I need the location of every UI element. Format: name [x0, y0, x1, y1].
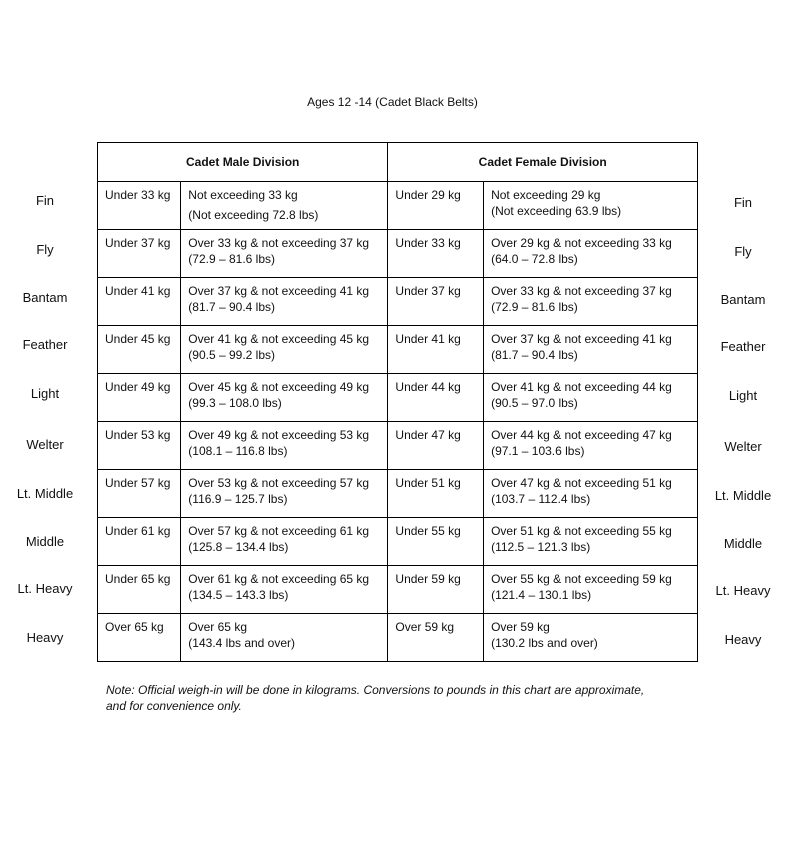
- left-label-lt-heavy: Lt. Heavy: [17, 581, 73, 596]
- right-label-welter: Welter: [724, 439, 762, 454]
- male-range-kg: Over 53 kg & not exceeding 57 kg: [188, 476, 370, 490]
- right-label-bantam: Bantam: [720, 292, 766, 307]
- male-range-kg: Not exceeding 33 kg: [188, 188, 298, 202]
- table-row: [98, 326, 698, 374]
- male-range-cell: [181, 422, 388, 470]
- female-range-cell: [484, 374, 698, 422]
- male-range-cell: [181, 230, 388, 278]
- female-range-kg: Over 51 kg & not exceeding 55 kg: [491, 524, 672, 538]
- footnote: [106, 682, 666, 714]
- female-class-cell: Under 41 kg: [388, 326, 484, 374]
- male-range-cell: [181, 566, 388, 614]
- left-label-middle: Middle: [25, 534, 65, 549]
- female-range-cell: [484, 470, 698, 518]
- male-class-cell: Under 61 kg: [98, 518, 181, 566]
- female-range-cell: [484, 518, 698, 566]
- male-division-header: Cadet Male Division: [98, 143, 388, 182]
- right-label-fly: Fly: [734, 244, 752, 259]
- male-range-cell: [181, 614, 388, 662]
- female-range-lbs: (64.0 – 72.8 lbs): [491, 252, 578, 266]
- male-range-lbs: (Not exceeding 72.8 lbs): [188, 208, 319, 222]
- male-range-lbs: (116.9 – 125.7 lbs): [188, 492, 288, 506]
- male-class-cell: Over 65 kg: [98, 614, 181, 662]
- male-range-lbs: (143.4 lbs and over): [188, 636, 296, 650]
- table-row: [98, 422, 698, 470]
- female-range-kg: Over 47 kg & not exceeding 51 kg: [491, 476, 672, 490]
- male-class-cell: Under 45 kg: [98, 326, 181, 374]
- male-range-cell: [181, 374, 388, 422]
- male-range-lbs: (125.8 – 134.4 lbs): [188, 540, 289, 554]
- female-range-lbs: (Not exceeding 63.9 lbs): [491, 204, 622, 218]
- table-row: [98, 470, 698, 518]
- female-range-cell: [484, 614, 698, 662]
- table-row: [98, 614, 698, 662]
- female-range-cell: [484, 422, 698, 470]
- table-row: [98, 278, 698, 326]
- left-label-welter: Welter: [26, 437, 64, 452]
- male-range-cell: [181, 182, 388, 230]
- female-range-kg: Over 29 kg & not exceeding 33 kg: [491, 236, 672, 250]
- female-range-cell: [484, 230, 698, 278]
- male-range-cell: [181, 326, 388, 374]
- table-row: [98, 566, 698, 614]
- table-row: [98, 182, 698, 230]
- female-range-lbs: (90.5 – 97.0 lbs): [491, 396, 578, 410]
- female-range-lbs: (97.1 – 103.6 lbs): [491, 444, 585, 458]
- female-range-lbs: (112.5 – 121.3 lbs): [491, 540, 591, 554]
- left-label-light: Light: [30, 386, 60, 401]
- female-range-kg: Over 37 kg & not exceeding 41 kg: [491, 332, 672, 346]
- male-range-kg: Over 57 kg & not exceeding 61 kg: [188, 524, 370, 538]
- right-label-fin: Fin: [733, 195, 753, 210]
- male-class-cell: Under 53 kg: [98, 422, 181, 470]
- female-class-cell: Under 37 kg: [388, 278, 484, 326]
- male-range-kg: Over 45 kg & not exceeding 49 kg: [188, 380, 370, 394]
- left-label-heavy: Heavy: [26, 630, 64, 645]
- female-range-lbs: (81.7 – 90.4 lbs): [491, 348, 578, 362]
- female-range-cell: [484, 326, 698, 374]
- male-class-cell: Under 41 kg: [98, 278, 181, 326]
- female-class-cell: Under 44 kg: [388, 374, 484, 422]
- right-label-lt-heavy: Lt. Heavy: [715, 583, 771, 598]
- table-row: [98, 230, 698, 278]
- male-range-kg: Over 61 kg & not exceeding 65 kg: [188, 572, 370, 586]
- male-class-cell: Under 65 kg: [98, 566, 181, 614]
- left-label-bantam: Bantam: [22, 290, 68, 305]
- male-range-lbs: (99.3 – 108.0 lbs): [188, 396, 282, 410]
- male-range-cell: [181, 278, 388, 326]
- female-range-kg: Not exceeding 29 kg: [491, 188, 601, 202]
- right-label-heavy: Heavy: [724, 632, 762, 647]
- male-range-kg: Over 41 kg & not exceeding 45 kg: [188, 332, 370, 346]
- table-row: [98, 374, 698, 422]
- male-class-cell: Under 33 kg: [98, 182, 181, 230]
- female-range-kg: Over 33 kg & not exceeding 37 kg: [491, 284, 672, 298]
- footnote-line-2: and for convenience only.: [106, 699, 242, 713]
- female-range-cell: [484, 182, 698, 230]
- male-range-cell: [181, 518, 388, 566]
- male-range-lbs: (90.5 – 99.2 lbs): [188, 348, 276, 362]
- weight-division-table: [97, 142, 698, 662]
- male-range-lbs: (81.7 – 90.4 lbs): [188, 300, 276, 314]
- female-range-kg: Over 55 kg & not exceeding 59 kg: [491, 572, 672, 586]
- left-label-fin: Fin: [35, 193, 55, 208]
- female-division-header: Cadet Female Division: [388, 143, 698, 182]
- female-range-lbs: (130.2 lbs and over): [491, 636, 598, 650]
- male-range-cell: [181, 470, 388, 518]
- male-class-cell: Under 57 kg: [98, 470, 181, 518]
- female-class-cell: Under 29 kg: [388, 182, 484, 230]
- female-range-kg: Over 41 kg & not exceeding 44 kg: [491, 380, 672, 394]
- female-class-cell: Under 47 kg: [388, 422, 484, 470]
- female-class-cell: Under 51 kg: [388, 470, 484, 518]
- male-class-cell: Under 49 kg: [98, 374, 181, 422]
- male-range-lbs: (134.5 – 143.3 lbs): [188, 588, 289, 602]
- right-label-light: Light: [728, 388, 758, 403]
- page-title: Ages 12 -14 (Cadet Black Belts): [307, 95, 478, 109]
- footnote-line-1: Note: Official weigh-in will be done in kilograms. Conversions to pounds in this chart are approximate,: [106, 683, 645, 697]
- right-label-middle: Middle: [723, 536, 763, 551]
- female-range-cell: [484, 278, 698, 326]
- left-label-lt-middle: Lt. Middle: [16, 486, 74, 501]
- table-row: [98, 518, 698, 566]
- female-range-lbs: (121.4 – 130.1 lbs): [491, 588, 592, 602]
- female-class-cell: Under 33 kg: [388, 230, 484, 278]
- female-range-cell: [484, 566, 698, 614]
- right-label-feather: Feather: [720, 339, 766, 354]
- right-label-lt-middle: Lt. Middle: [714, 488, 772, 503]
- male-range-lbs: (108.1 – 116.8 lbs): [188, 444, 288, 458]
- male-range-kg: Over 37 kg & not exceeding 41 kg: [188, 284, 370, 298]
- female-range-lbs: (72.9 – 81.6 lbs): [491, 300, 578, 314]
- male-range-kg: Over 65 kg: [188, 620, 247, 634]
- left-label-fly: Fly: [36, 242, 54, 257]
- female-class-cell: Under 59 kg: [388, 566, 484, 614]
- female-range-lbs: (103.7 – 112.4 lbs): [491, 492, 591, 506]
- male-range-lbs: (72.9 – 81.6 lbs): [188, 252, 276, 266]
- female-class-cell: Over 59 kg: [388, 614, 484, 662]
- female-range-kg: Over 44 kg & not exceeding 47 kg: [491, 428, 672, 442]
- male-range-kg: Over 49 kg & not exceeding 53 kg: [188, 428, 370, 442]
- left-label-feather: Feather: [22, 337, 68, 352]
- table-header-row: [98, 143, 698, 182]
- male-class-cell: Under 37 kg: [98, 230, 181, 278]
- male-range-kg: Over 33 kg & not exceeding 37 kg: [188, 236, 370, 250]
- female-range-kg: Over 59 kg: [491, 620, 550, 634]
- female-class-cell: Under 55 kg: [388, 518, 484, 566]
